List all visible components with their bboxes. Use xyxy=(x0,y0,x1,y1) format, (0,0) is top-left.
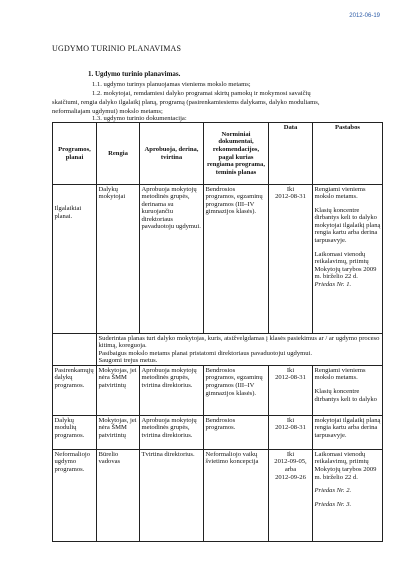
data-or: arba xyxy=(284,466,297,474)
note-text: Saugomi trejus metus. xyxy=(98,357,158,365)
priedas-label: Priedas Nr. 2. xyxy=(314,487,352,495)
cell-aprobuoja: Tvirtina direktorius. xyxy=(140,450,204,542)
data-iki: Iki xyxy=(286,450,295,458)
note-cell xyxy=(97,334,383,366)
header-programos: Programos, planai xyxy=(53,123,97,185)
header-rengia: Rengia xyxy=(97,123,140,185)
cell-data xyxy=(269,416,313,450)
table-row xyxy=(53,185,383,334)
cell-aprobuoja: Aprobuoja mokytojų metodinės grupės, tvirtina direktorius. xyxy=(140,416,204,450)
pastabos-text: Rengiami vieniems mokslo metams. xyxy=(314,366,366,382)
cell-norminiai: Bendrosios programos. xyxy=(204,416,269,450)
data-date: 2012-09-05, xyxy=(274,458,307,466)
pastabos-text: Klasių koncentre dirbantys keli to dalyko xyxy=(314,388,377,403)
pastabos-text: Klasių koncentre dirbantys keli to dalyko mokytojai ilgalaikį planą rengia kartu arba derina tarpusavyje. xyxy=(314,206,381,245)
priedas-label: Priedas Nr. 3. xyxy=(314,500,352,508)
header-data: Data xyxy=(269,123,313,185)
paragraph-1-2-end: neformaliajam ugdymui) mokslo metams; xyxy=(52,108,163,115)
cell-norminiai: Bendrosios programos, egzaminų programos (III–IV gimnazijos klasės). xyxy=(204,185,269,334)
table-row xyxy=(53,416,383,450)
header-norminiai: Norminiai dokumentai, rekomendacijos, pagal kurias rengiama programa, teminis planas xyxy=(204,123,269,185)
cell-norminiai: Bendrosios programos, egzaminų programos (III–IV gimnazijos klasės). xyxy=(204,366,269,416)
cell-data xyxy=(269,366,313,416)
data-iki: Iki xyxy=(286,185,295,193)
data-date: 2012-08-31 xyxy=(275,193,306,201)
cell-rengia: Mokytojas, jei nėra ŠMM patvirtintų xyxy=(97,366,140,416)
pastabos-text: Rengiami vieniems mokslo metams. xyxy=(314,185,366,201)
paragraph-1-2-cont: skaičiumi, rengia dalyko ilgalaikį planą, programą (pasirenkamiesiems dalykams, dalyko moduliams, xyxy=(52,99,320,106)
paragraph-1-2: 1.2. mokytojai, remdamiesi dalyko programai skirtų pamokų ir mokymosi savaičių xyxy=(92,90,311,97)
data-date: 2012-08-31 xyxy=(275,424,306,432)
cell-norminiai: Neformaliojo vaikų švietimo koncepcija xyxy=(204,450,269,542)
table-header-row xyxy=(53,123,383,185)
cell-programos: Pasirenkamųjų dalykų programos. xyxy=(53,366,97,416)
paragraph-1-3: 1.3. ugdymo turinio dokumentacija: xyxy=(92,115,187,122)
header-pastabos: Pastabos xyxy=(313,123,383,185)
cell-aprobuoja: Aprobuoja mokytojų metodinės grupės, derinama su kuruojančiu direktoriaus pavaduotoju ugdymui. xyxy=(140,185,204,334)
pastabos-text: Laikomasi vienodų reikalavimų, priimtų Mokytojų tarybos 2009 m. birželio 22 d. xyxy=(314,450,377,481)
cell-data xyxy=(269,185,313,334)
cell-pastabos: mokytojai ilgalaikį planą rengia kartu arba derina tarpusavyje. xyxy=(313,416,383,450)
cell-pastabos xyxy=(313,450,383,542)
cell-pastabos xyxy=(313,185,383,334)
table-note-row xyxy=(53,334,383,366)
paragraph-1-1: 1.1. ugdymo turinys planuojamas vieniems mokslo metams; xyxy=(92,81,251,88)
cell-programos: Dalykų modulių programos. xyxy=(53,416,97,450)
cell-data xyxy=(269,450,313,542)
cell-aprobuoja: Aprobuoja mokytojų metodinės grupės, tvirtina direktorius. xyxy=(140,366,204,416)
document-title: UGDYMO TURINIO PLANAVIMAS xyxy=(52,44,182,53)
section-heading: 1. Ugdymo turinio planavimas. xyxy=(88,70,181,78)
note-text: Pasibaigus mokslo metams planai pristatomi direktoriaus pavaduotojui ugdymui. xyxy=(98,349,313,357)
cell-programos: Neformaliojo ugdymo programos. xyxy=(53,450,97,542)
table-row xyxy=(53,450,383,542)
data-iki: Iki xyxy=(286,416,295,424)
cell-programos: Ilgalaikiai planai. xyxy=(53,185,97,334)
note-text: Suderintas planas turi dalyko mokytojas, kuris, atsižvelgdamas į klasės pasiekimus ar / ar ugdymo proceso kitimą, koreguoja. xyxy=(98,334,380,350)
cell-rengia: Dalykų mokytojai xyxy=(97,185,140,334)
data-date: 2012-08-31 xyxy=(275,374,306,382)
cell-rengia: Mokytojas, jei nėra ŠMM patvirtintų xyxy=(97,416,140,450)
priedas-label: Priedas Nr. 1. xyxy=(314,281,352,289)
data-date: 2012-09-26 xyxy=(275,473,306,481)
table-row xyxy=(53,366,383,416)
planning-table xyxy=(52,122,383,542)
cell-pastabos xyxy=(313,366,383,416)
pastabos-text: Laikomasi vienodų reikalavimų, priimtų Mokytojų tarybos 2009 m. birželio 22 d. xyxy=(314,250,377,281)
data-iki: Iki xyxy=(286,366,295,374)
document-date: 2012-06-19 xyxy=(349,13,380,19)
cell-rengia: Būrelio vadovas xyxy=(97,450,140,542)
header-aprobuoja: Aprobuoja, derina, tvirtina xyxy=(140,123,204,185)
